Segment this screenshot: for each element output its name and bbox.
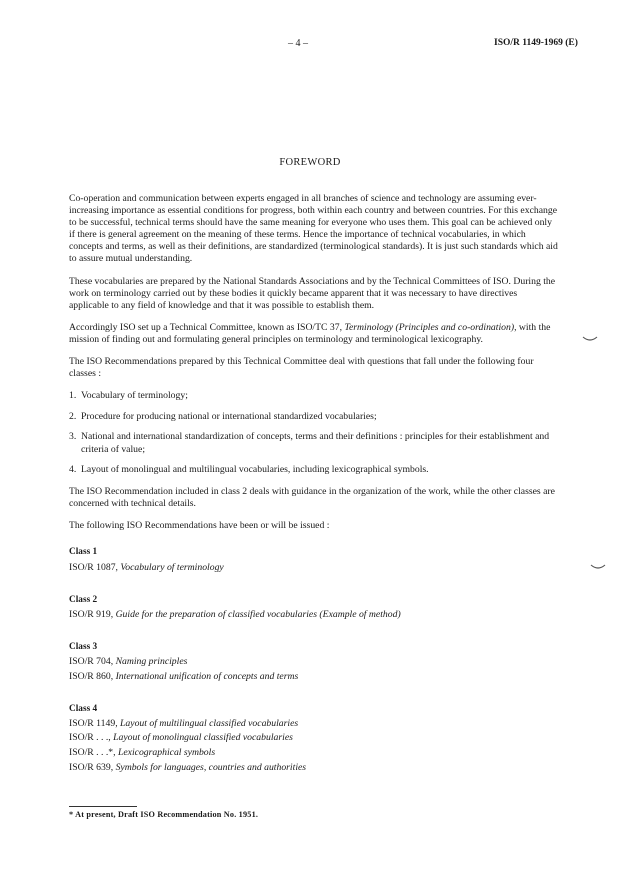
recommendation-ref: ISO/R 1087,	[69, 561, 121, 573]
class-group	[69, 703, 559, 774]
recommendation-item	[69, 609, 559, 621]
recommendation-ref: ISO/R 919,	[69, 608, 116, 620]
class-group	[69, 594, 559, 621]
recommendation-title: Naming principles	[115, 655, 188, 667]
tc-text-before: Accordingly ISO set up a Technical Committee, known as ISO/TC 37,	[69, 321, 345, 333]
page-title: FOREWORD	[279, 157, 341, 168]
recommendation-item	[69, 718, 559, 730]
document-reference: ISO/R 1149-1969 (E)	[494, 38, 578, 48]
paragraph: These vocabularies are prepared by the National Standards Associations and by the Technical Committees of ISO. During the work on terminology carried out by these bodies it quickly became apparent that it was necessary to have directives applicable to any field of knowledge and that it was possible to establish them.	[69, 275, 556, 311]
tc-committee-title: Terminology (Principles and co-ordination)	[344, 321, 515, 333]
recommendation-item	[69, 671, 559, 683]
recommendation-title: International unification of concepts and terms	[115, 670, 299, 682]
class-heading: Class 1	[69, 547, 98, 558]
footnote: * At present, Draft ISO Recommendation No. 1951.	[69, 810, 259, 819]
list-text: National and international standardization of concepts, terms and their definitions : principles for their establishment and criteria of value;	[81, 431, 550, 455]
page-number: – 4 –	[288, 38, 308, 49]
list-text: Vocabulary of terminology;	[81, 390, 188, 402]
list-item	[69, 431, 559, 455]
class-heading: Class 3	[69, 641, 98, 652]
class-heading: Class 2	[69, 594, 98, 605]
class-heading: Class 4	[69, 703, 98, 714]
list-number: 1.	[69, 390, 77, 402]
classes-intro: The ISO Recommendations prepared by this Technical Committee deal with questions that fall under the following four classes :	[69, 356, 534, 380]
class-group	[69, 546, 559, 573]
paragraph: Co-operation and communication between experts engaged in all branches of science and technology are assuming ever-increasing importance as essential conditions for progress, both within each country and between countries. For this exchange to be successful, technical terms should have the same meaning for everyone who uses them. This goal can be achieved only if there is general agreement on the meaning of these terms. Hence the importance of technical vocabularies, in which concepts and terms, as well as their definitions, are standardized (terminological standards). It is just such standards which aid to assure mutual understanding.	[69, 193, 558, 265]
recommendation-title: Vocabulary of terminology	[120, 561, 224, 573]
recommendation-title: Layout of monolingual classified vocabularies	[113, 732, 293, 744]
classes-list	[69, 390, 559, 476]
recommendation-ref: ISO/R . . .*,	[69, 746, 118, 758]
recommendation-ref: ISO/R 1149,	[69, 717, 121, 729]
list-item	[69, 411, 559, 423]
margin-mark-icon	[590, 564, 606, 570]
class2-note: The ISO Recommendation included in class 2 deals with guidance in the organization of the work, while the other classes are concerned with technical details.	[69, 486, 555, 510]
recommendation-ref: ISO/R . . .,	[69, 732, 114, 744]
recommendation-item	[69, 747, 559, 759]
list-item	[69, 390, 559, 402]
issued-intro: The following ISO Recommendations have been or will be issued :	[69, 520, 330, 532]
recommendation-item	[69, 762, 559, 774]
recommendation-ref: ISO/R 639,	[69, 761, 116, 773]
list-number: 2.	[69, 410, 77, 422]
tc-text-after: , with the mission of finding out and formulating general principles on terminology and terminological lexicography.	[69, 321, 551, 345]
list-text: Layout of monolingual and multilingual vocabularies, including lexicographical symbols.	[81, 464, 429, 476]
footnote-rule	[69, 806, 137, 807]
recommendation-item	[69, 732, 559, 744]
recommendation-item	[69, 656, 559, 668]
class-group	[69, 641, 559, 683]
recommendation-title: Lexicographical symbols	[117, 746, 216, 758]
list-text: Procedure for producing national or international standardized vocabularies;	[81, 410, 377, 422]
recommendation-title: Symbols for languages, countries and authorities	[115, 761, 307, 773]
document-body	[69, 193, 559, 776]
recommendation-item	[69, 562, 559, 574]
recommendation-title: Layout of multilingual classified vocabularies	[120, 717, 299, 729]
recommendation-title: Guide for the preparation of classified vocabularies (Example of method)	[115, 608, 401, 620]
list-number: 4.	[69, 464, 77, 476]
recommendation-ref: ISO/R 860,	[69, 670, 116, 682]
margin-mark-icon	[582, 336, 598, 342]
tc-paragraph	[69, 322, 559, 346]
list-number: 3.	[69, 431, 77, 443]
recommendation-ref: ISO/R 704,	[69, 655, 116, 667]
list-item	[69, 464, 559, 476]
